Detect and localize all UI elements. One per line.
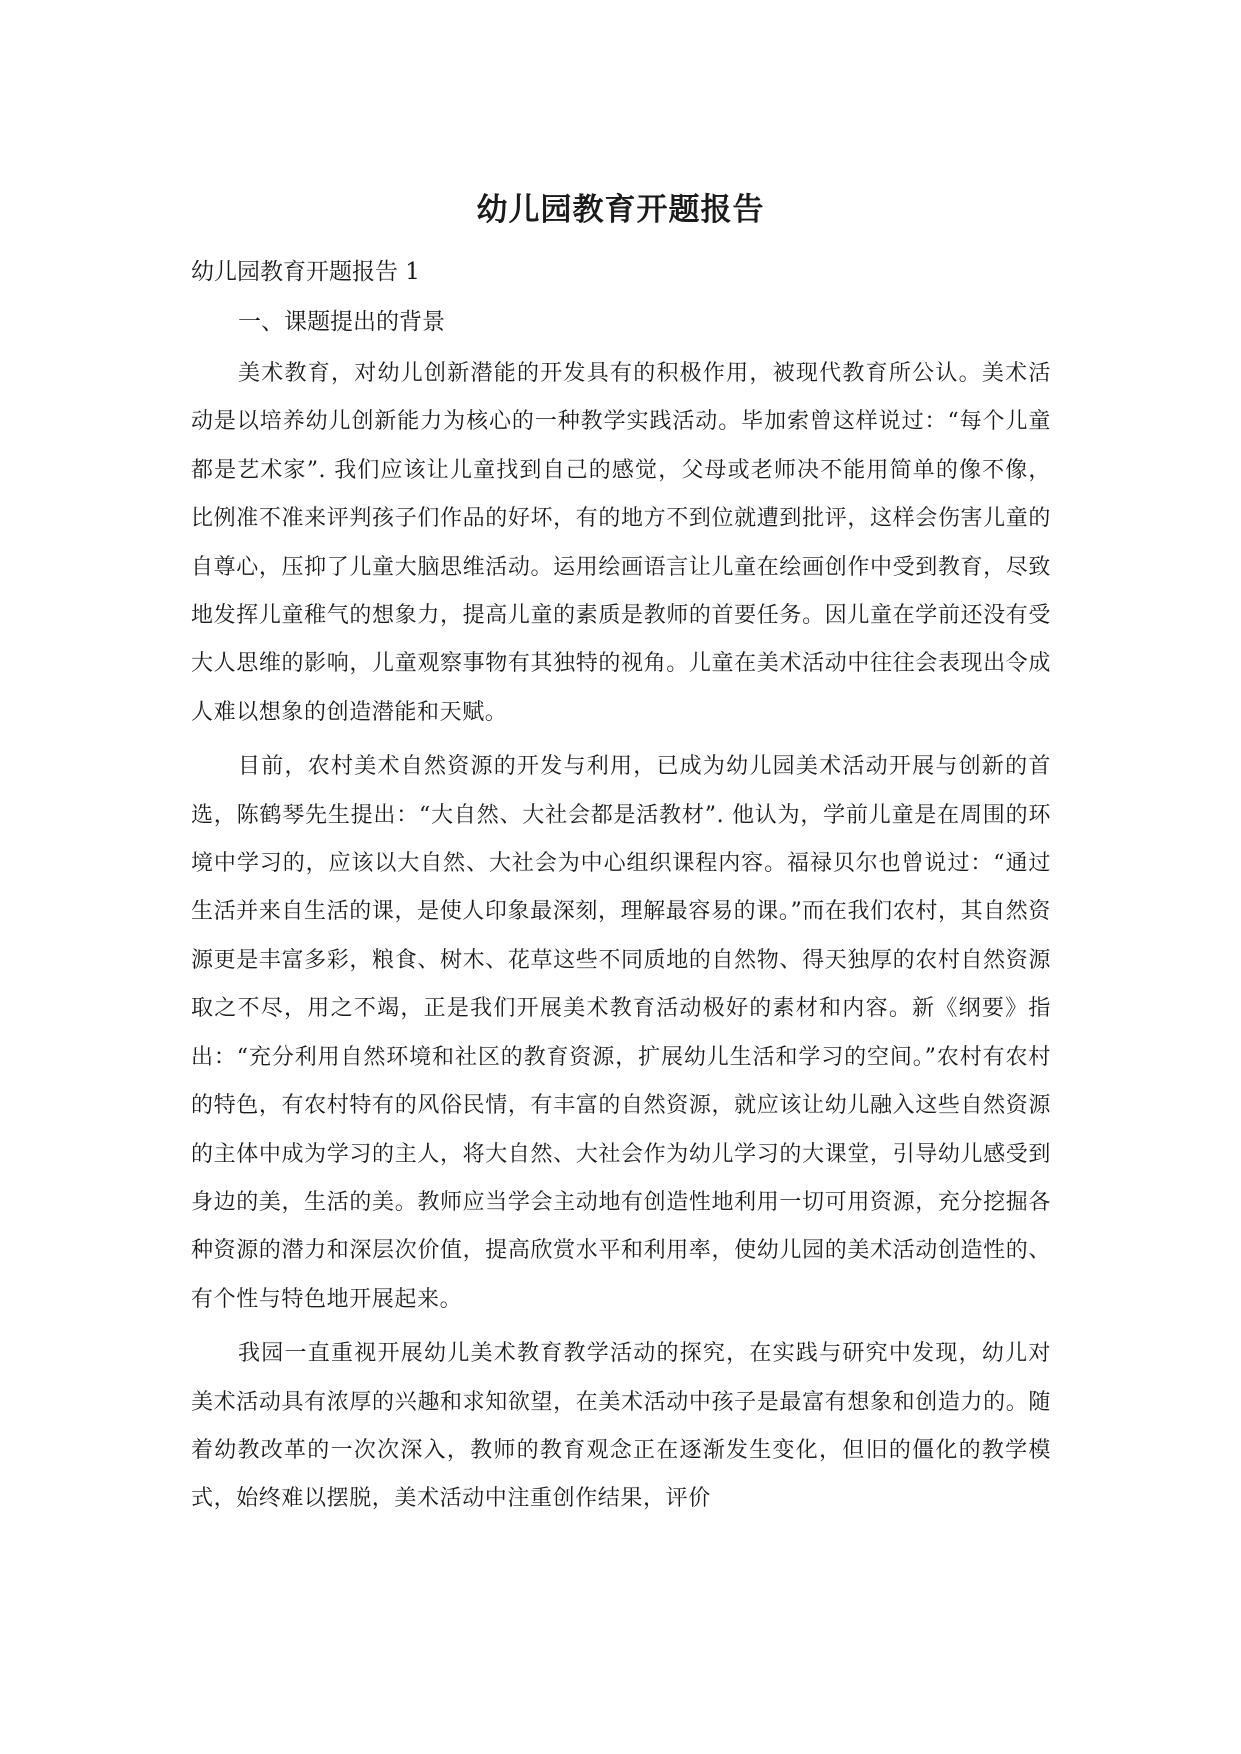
body-paragraph: 目前，农村美术自然资源的开发与利用，已成为幼儿园美术活动开展与创新的首选，陈鹤琴先生提出：“大自然、大社会都是活教材”. 他认为，学前儿童是在周围的环境中学习的，应该以大自然、大社会为中心组织课程内容。福禄贝尔也曾说过：“通过生活并来自生活的课，是使人印象最深刻，理解最容易的课。”而在我们农村，其自然资源更是丰富多彩，粮食、树木、花草这些不同质地的自然物、得天独厚的农村自然资源取之不尽，用之不竭，正是我们开展美术教育活动极好的素材和内容。新《纲要》指出：“充分利用自然环境和社区的教育资源，扩展幼儿生活和学习的空间。”农村有农村的特色，有农村特有的风俗民情，有丰富的自然资源，就应该让幼儿融入这些自然资源的主体中成为学习的主人，将大自然、大社会作为幼儿学习的大课堂，引导幼儿感受到身边的美，生活的美。教师应当学会主动地有创造性地利用一切可用资源，充分挖掘各种资源的潜力和深层次价值，提高欣赏水平和利用率，使幼儿园的美术活动创造性的、有个性与特色地开展起来。: [191, 754, 1051, 1312]
body-paragraph: 美术教育，对幼儿创新潜能的开发具有的积极作用，被现代教育所公认。美术活动是以培养幼儿创新能力为核心的一种教学实践活动。毕加索曾这样说过：“每个儿童都是艺术家”. 我们应该让儿童找到自己的感觉，父母或老师决不能用简单的像不像，比例准不准来评判孩子们作品的好坏，有的地方不到位就遭到批评，这样会伤害儿童的自尊心，压抑了儿童大脑思维活动。运用绘画语言让儿童在绘画创作中受到教育，尽致地发挥儿童稚气的想象力，提高儿童的素质是教师的首要任务。因儿童在学前还没有受大人思维的影响，儿童观察事物有其独特的视角。儿童在美术活动中往往会表现出令成人难以想象的创造潜能和天赋。: [191, 361, 1051, 725]
section-heading: 一、课题提出的背景: [238, 309, 445, 335]
body-paragraph: 我园一直重视开展幼儿美术教育教学活动的探究，在实践与研究中发现，幼儿对美术活动具有浓厚的兴趣和求知欲望，在美术活动中孩子是最富有想象和创造力的。随着幼教改革的一次次深入，教师的教育观念正在逐渐发生变化，但旧的僵化的教学模式，始终难以摆脱，美术活动中注重创作结果，评价: [191, 1341, 1051, 1512]
document-body: [191, 350, 1051, 1530]
document-subtitle: 幼儿园教育开题报告 1: [191, 259, 420, 285]
document-title: 幼儿园教育开题报告: [476, 192, 765, 228]
